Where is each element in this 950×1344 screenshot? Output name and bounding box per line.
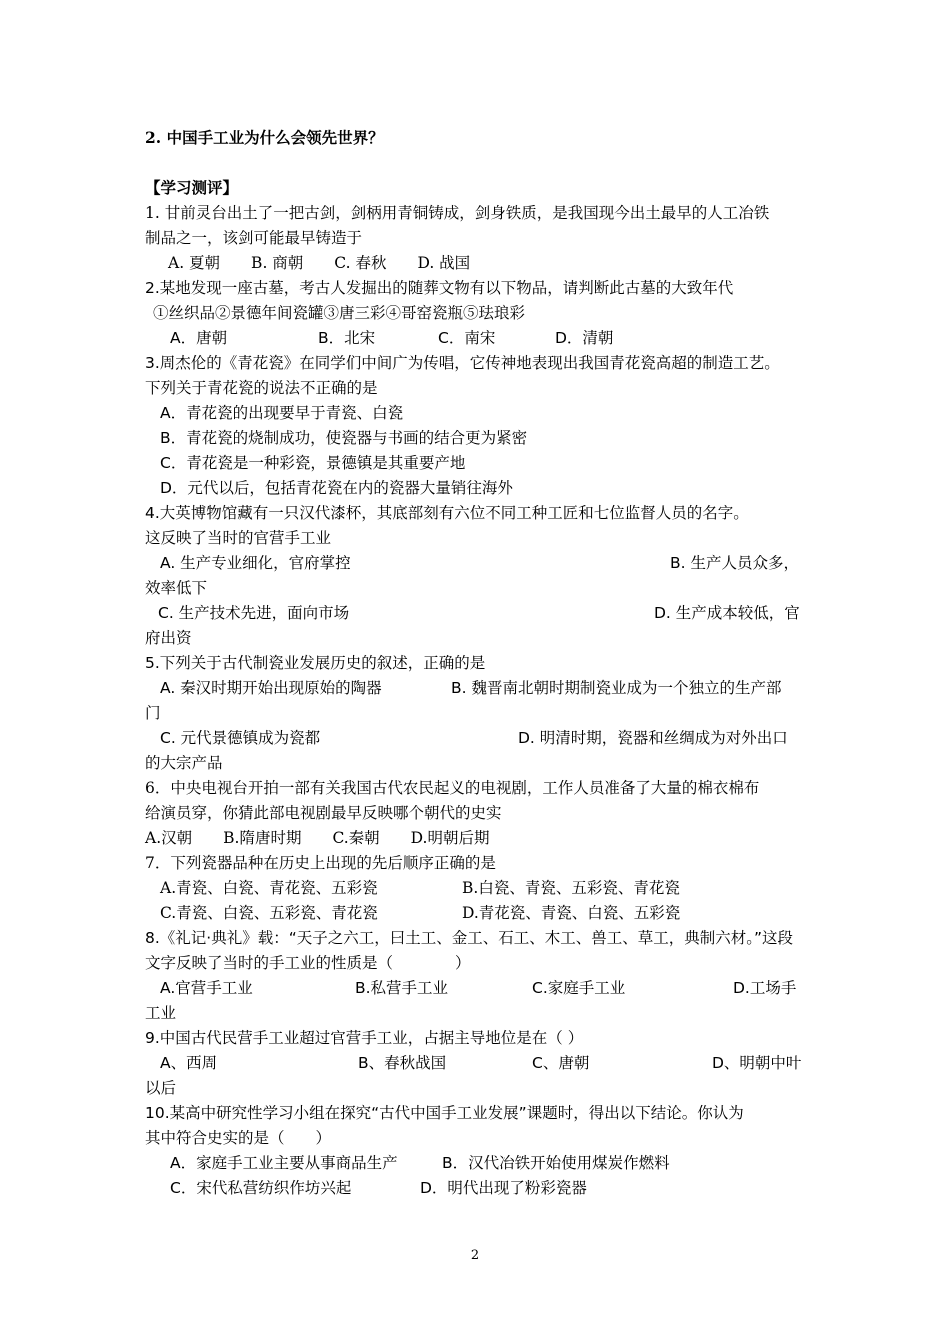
q7-option-b: B.白瓷、青瓷、五彩瓷、青花瓷 bbox=[462, 879, 680, 897]
q1-options: A. 夏朝 B. 商朝 C. 春秋 D. 战国 bbox=[168, 254, 471, 272]
q6-stem-line1: 6．中央电视台开拍一部有关我国古代农民起义的电视剧，工作人员准备了大量的棉衣棉布 bbox=[145, 779, 760, 797]
q7-stem: 7．下列瓷器品种在历史上出现的先后顺序正确的是 bbox=[145, 854, 496, 872]
q8-option-a: A.官营手工业 bbox=[160, 979, 253, 997]
q1-stem-line1: 1. 甘前灵台出土了一把古剑，剑柄用青铜铸成，剑身铁质，是我国现今出土最早的人工冶铁 bbox=[145, 204, 770, 222]
q4-option-b: B. 生产人员众多， bbox=[670, 554, 799, 572]
q8-option-c: C.家庭手工业 bbox=[532, 979, 626, 997]
q5-option-d-continued: 的大宗产品 bbox=[145, 754, 223, 772]
q4-option-a: A. 生产专业细化，官府掌控 bbox=[160, 554, 351, 572]
q2-option-c: C．南宋 bbox=[438, 329, 496, 347]
q3-stem-line2: 下列关于青花瓷的说法不正确的是 bbox=[145, 379, 378, 397]
q5-option-c: C. 元代景德镇成为瓷都 bbox=[160, 729, 321, 747]
q3-option-c: C．青花瓷是一种彩瓷，景德镇是其重要产地 bbox=[160, 454, 466, 472]
q4-stem-line2: 这反映了当时的官营手工业 bbox=[145, 529, 332, 547]
q3-option-b: B．青花瓷的烧制成功，使瓷器与书画的结合更为紧密 bbox=[160, 429, 528, 447]
q4-option-b-continued: 效率低下 bbox=[145, 579, 208, 597]
q9-option-c: C、唐朝 bbox=[532, 1054, 590, 1072]
section-title: 【学习测评】 bbox=[145, 178, 239, 197]
q6-options: A.汉朝 B.隋唐时期 C.秦朝 D.明朝后期 bbox=[145, 829, 490, 847]
q10-option-c: C．宋代私营纺织作坊兴起 bbox=[170, 1179, 352, 1197]
q7-option-d: D.青花瓷、青瓷、白瓷、五彩瓷 bbox=[462, 904, 681, 922]
q4-stem-line1: 4.大英博物馆藏有一只汉代漆杯，其底部刻有六位不同工种工匠和七位监督人员的名字。 bbox=[145, 504, 749, 522]
q8-option-b: B.私营手工业 bbox=[355, 979, 449, 997]
q10-option-d: D．明代出现了粉彩瓷器 bbox=[420, 1179, 587, 1197]
q2-option-a: A．唐朝 bbox=[170, 329, 228, 347]
q3-option-d: D．元代以后，包括青花瓷在内的瓷器大量销往海外 bbox=[160, 479, 513, 497]
q3-option-a: A．青花瓷的出现要早于青瓷、白瓷 bbox=[160, 404, 404, 422]
q10-option-b: B．汉代冶铁开始使用煤炭作燃料 bbox=[442, 1154, 670, 1172]
q9-option-a: A、西周 bbox=[160, 1054, 218, 1072]
page-number: 2 bbox=[470, 1248, 480, 1263]
q2-stem-line2: ①丝织品②景德年间瓷罐③唐三彩④哥窑瓷瓶⑤珐琅彩 bbox=[153, 304, 526, 322]
q5-option-b-continued: 门 bbox=[145, 704, 161, 722]
q10-stem-line2: 其中符合史实的是（ ） bbox=[145, 1129, 332, 1147]
q9-option-d-continued: 以后 bbox=[145, 1079, 177, 1097]
q5-stem: 5.下列关于古代制瓷业发展历史的叙述，正确的是 bbox=[145, 654, 486, 672]
q8-stem-line2: 文字反映了当时的手工业的性质是（ ） bbox=[145, 954, 471, 972]
q2-stem-line1: 2.某地发现一座古墓，考古人发掘出的随葬文物有以下物品，请判断此古墓的大致年代 bbox=[145, 279, 734, 297]
q5-option-d: D. 明清时期，瓷器和丝绸成为对外出口 bbox=[518, 729, 788, 747]
q8-stem-line1: 8.《礼记·典礼》载：“天子之六工，曰土工、金工、石工、木工、兽工、草工，典制六材。”这段 bbox=[145, 929, 794, 947]
q8-option-d: D.工场手 bbox=[733, 979, 797, 997]
q9-stem: 9.中国古代民营手工业超过官营手工业，占据主导地位是在（ ） bbox=[145, 1029, 584, 1047]
q3-stem-line1: 3.周杰伦的《青花瓷》在同学们中间广为传唱，它传神地表现出我国青花瓷高超的制造工艺。 bbox=[145, 354, 780, 372]
q9-option-d: D、明朝中叶 bbox=[712, 1054, 802, 1072]
q10-option-a: A．家庭手工业主要从事商品生产 bbox=[170, 1154, 398, 1172]
q2-option-b: B．北宋 bbox=[318, 329, 376, 347]
q4-option-d-continued: 府出资 bbox=[145, 629, 192, 647]
q4-option-c: C. 生产技术先进，面向市场 bbox=[158, 604, 350, 622]
q5-option-b: B. 魏晋南北朝时期制瓷业成为一个独立的生产部 bbox=[451, 679, 782, 697]
q9-option-b: B、春秋战国 bbox=[358, 1054, 447, 1072]
q2-option-d: D．清朝 bbox=[555, 329, 614, 347]
q4-option-d: D. 生产成本较低，官 bbox=[654, 604, 800, 622]
q1-stem-line2: 制品之一，该剑可能最早铸造于 bbox=[145, 229, 363, 247]
q7-option-c: C.青瓷、白瓷、五彩瓷、青花瓷 bbox=[160, 904, 378, 922]
question-heading-2: 2. 中国手工业为什么会领先世界？ bbox=[145, 128, 384, 147]
q5-option-a: A. 秦汉时期开始出现原始的陶器 bbox=[160, 679, 382, 697]
q10-stem-line1: 10.某高中研究性学习小组在探究“古代中国手工业发展”课题时，得出以下结论。你认为 bbox=[145, 1104, 744, 1122]
q7-option-a: A.青瓷、白瓷、青花瓷、五彩瓷 bbox=[160, 879, 378, 897]
q6-stem-line2: 给演员穿，你猜此部电视剧最早反映哪个朝代的史实 bbox=[145, 804, 502, 822]
q8-option-d-continued: 工业 bbox=[145, 1004, 177, 1022]
